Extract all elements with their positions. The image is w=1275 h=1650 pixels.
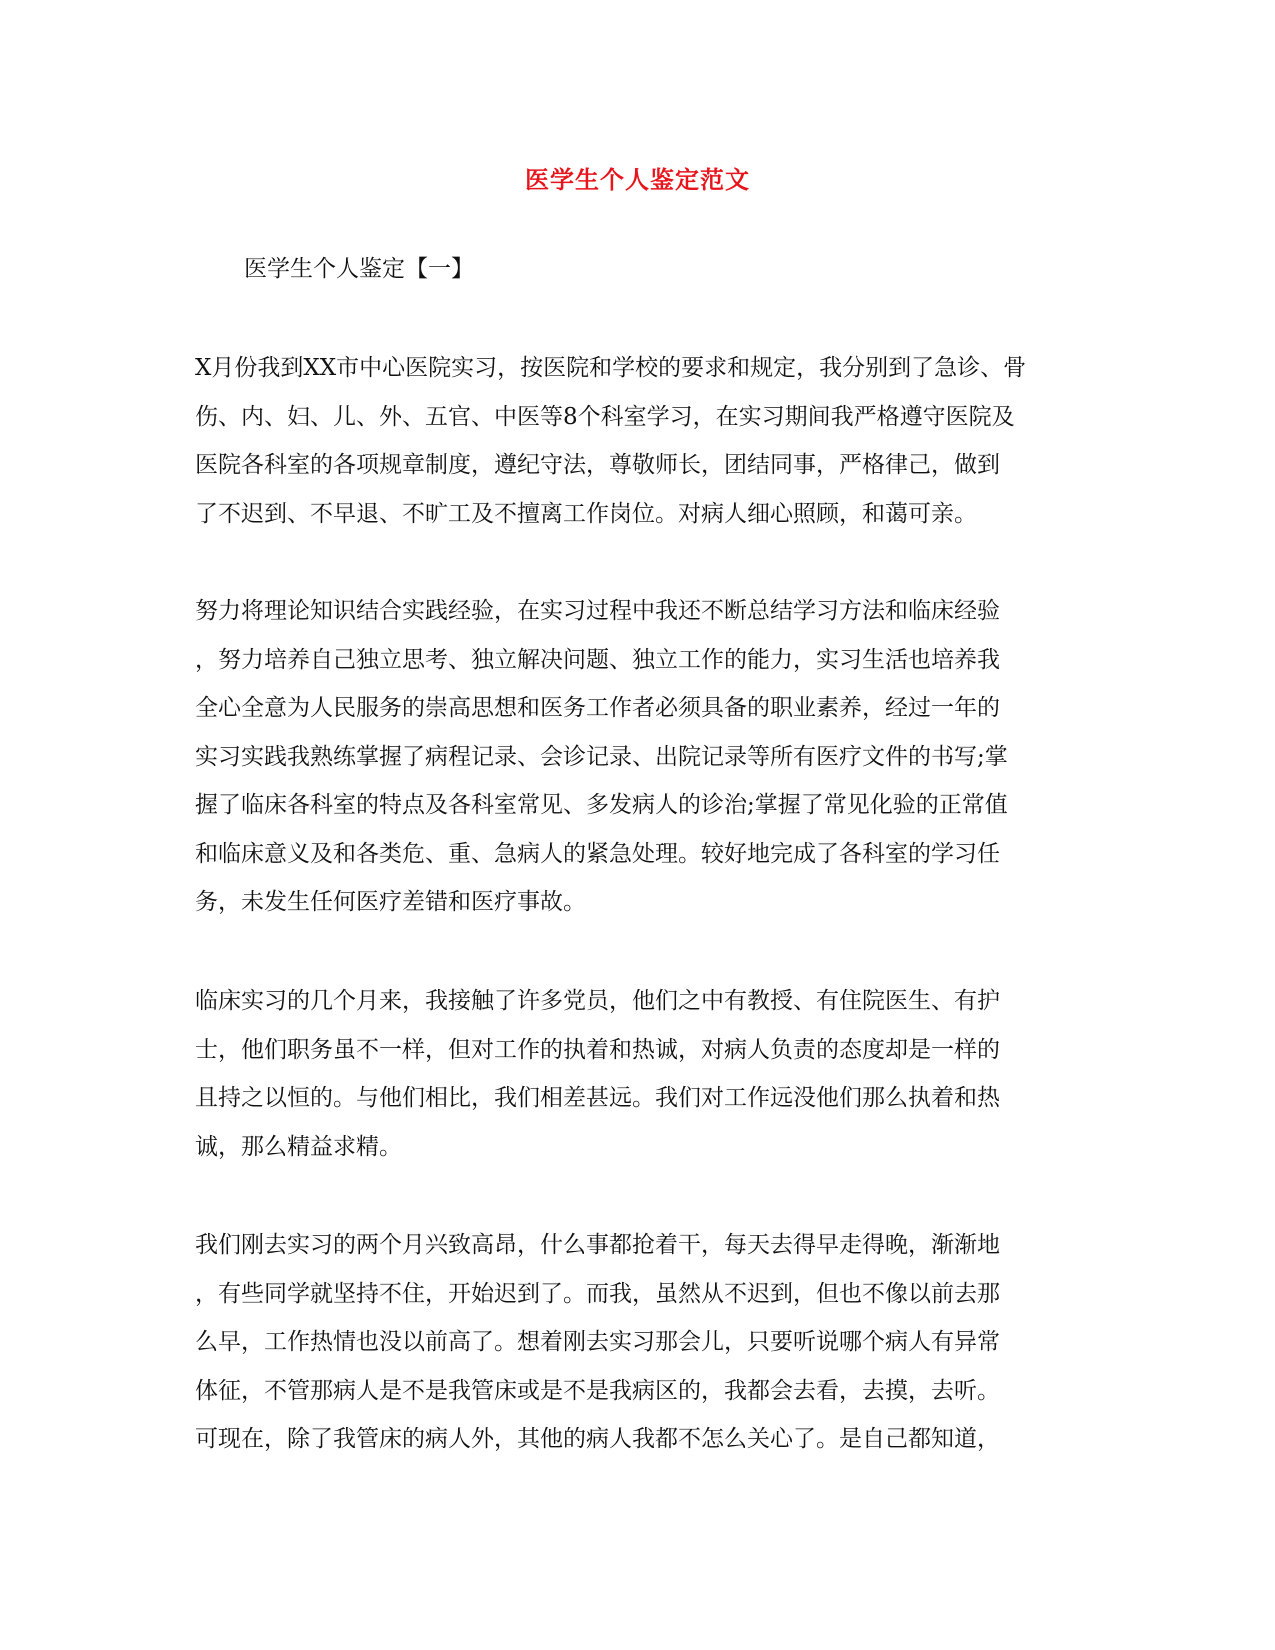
section-heading: 医学生个人鉴定【一】 (244, 256, 474, 282)
paragraph-line: 体征，不管那病人是不是我管床或是不是我病区的，我都会去看，去摸，去听。 (195, 1377, 1000, 1404)
paragraph-line: ，有些同学就坚持不住，开始迟到了。而我，虽然从不迟到，但也不像以前去那 (195, 1280, 1000, 1307)
paragraph-line: 努力将理论知识结合实践经验，在实习过程中我还不断总结学习方法和临床经验 (195, 598, 1000, 624)
paragraph-line: 我们刚去实习的两个月兴致高昂，什么事都抢着干，每天去得早走得晚，渐渐地 (195, 1232, 1000, 1258)
paragraph (195, 1221, 1095, 1464)
paragraph-line: 么早，工作热情也没以前高了。想着刚去实习那会儿，只要听说哪个病人有异常 (195, 1329, 1000, 1355)
paragraph-line: 伤、内、妇、儿、外、五官、中医等8个科室学习，在实习期间我严格遵守医院及 (195, 403, 1015, 430)
paragraph-line: 且持之以恒的。与他们相比，我们相差甚远。我们对工作远没他们那么执着和热 (195, 1085, 1000, 1111)
document-title: 医学生个人鉴定范文 (525, 165, 750, 194)
paragraph (195, 587, 1095, 927)
paragraph-line: 医院各科室的各项规章制度，遵纪守法，尊敬师长，团结同事，严格律己，做到 (195, 452, 1000, 478)
paragraph-line: 实习实践我熟练掌握了病程记录、会诊记录、出院记录等所有医疗文件的书写;掌 (195, 743, 1008, 770)
paragraph-line: 诚，那么精益求精。 (195, 1133, 402, 1160)
paragraph-line: 和临床意义及和各类危、重、急病人的紧急处理。较好地完成了各科室的学习任 (195, 840, 1000, 867)
paragraph (195, 344, 1095, 538)
paragraph-line: 临床实习的几个月来，我接触了许多党员，他们之中有教授、有住院医生、有护 (195, 988, 1000, 1014)
paragraph-line: 士，他们职务虽不一样，但对工作的执着和热诚，对病人负责的态度却是一样的 (195, 1036, 1000, 1063)
paragraph-line: X月份我到XX市中心医院实习，按医院和学校的要求和规定，我分别到了急诊、骨 (195, 355, 1027, 381)
paragraph-line: 可现在，除了我管床的病人外，其他的病人我都不怎么关心了。是自己都知道， (195, 1426, 1000, 1452)
paragraph-line: 全心全意为人民服务的崇高思想和医务工作者必须具备的职业素养，经过一年的 (195, 695, 1000, 721)
paragraph-line: ，努力培养自己独立思考、独立解决问题、独立工作的能力，实习生活也培养我 (195, 646, 1000, 673)
paragraph (195, 977, 1095, 1171)
paragraph-line: 了不迟到、不早退、不旷工及不擅离工作岗位。对病人细心照顾，和蔼可亲。 (195, 500, 977, 527)
paragraph-line: 务，未发生任何医疗差错和医疗事故。 (195, 889, 586, 915)
paragraph-line: 握了临床各科室的特点及各科室常见、多发病人的诊治;掌握了常见化验的正常值 (195, 792, 1008, 818)
